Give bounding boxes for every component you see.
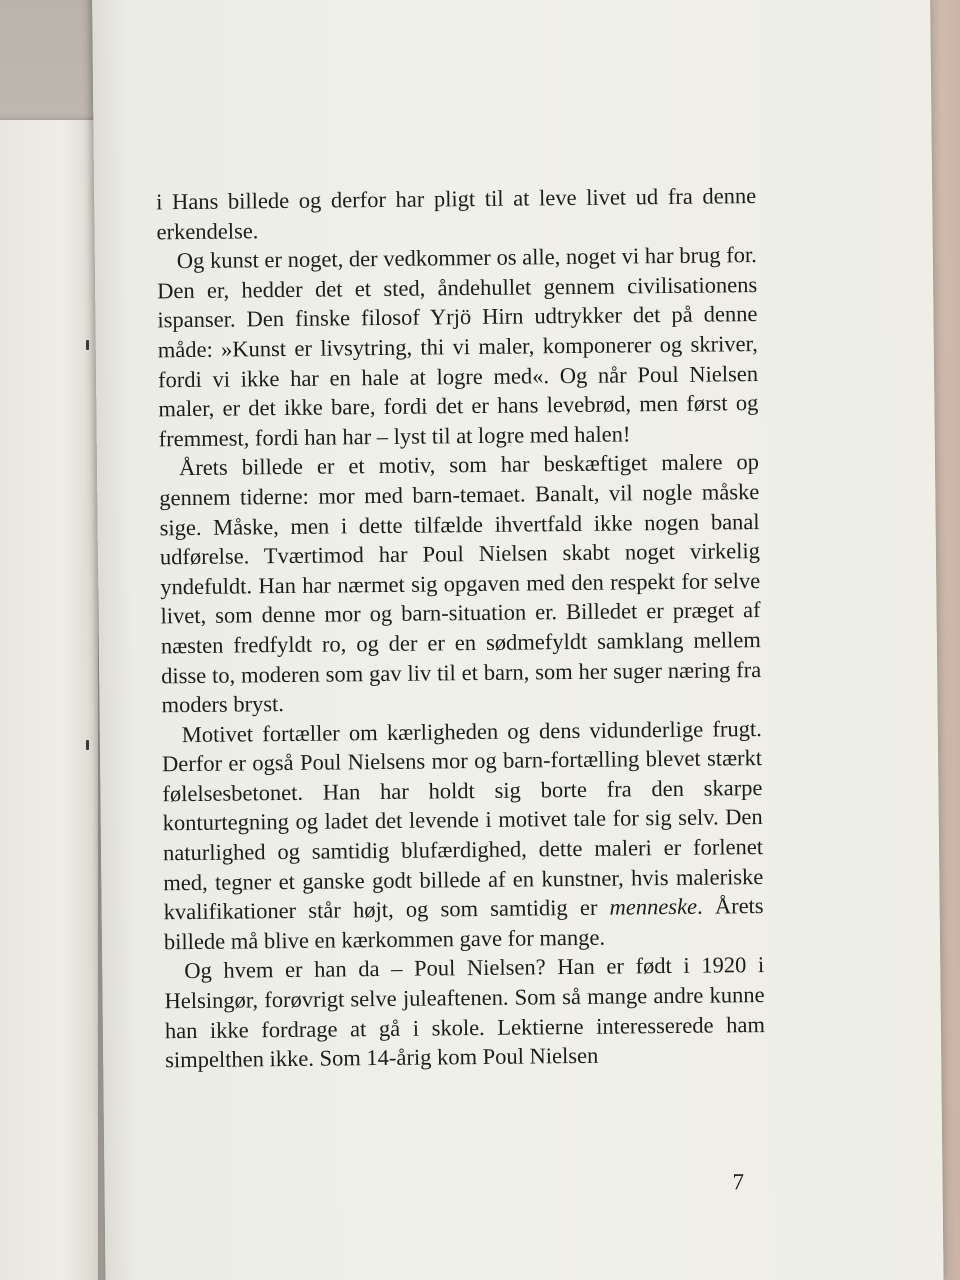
paragraph-3: Årets billede er et motiv, som har beskæftiget malere op gennem tiderne: mor med barn-temaet. Banalt, vil nogle måske sige. Måske, men i dette tilfælde ihvertfald ikke nogen banal udførelse. Tværtimod har Poul Nielsen skabt noget virkelig yndefuldt. Han har nærmet sig opgaven med den respekt for selve livet, som denne mor og barn-situation er. Billedet er præget af næsten fredfyldt ro, og der er en sødmefyldt samklang mellem disse to, moderen som gav liv til et barn, som her suger næring fra moders bryst. bbox=[159, 449, 762, 718]
body-text bbox=[156, 181, 765, 1075]
binding-staple bbox=[86, 740, 89, 750]
page-number: 7 bbox=[732, 1169, 745, 1195]
binding-staple bbox=[86, 340, 89, 350]
book-page bbox=[92, 0, 944, 1280]
paragraph-4: Motivet fortæller om kærligheden og dens vidunderlige frugt. Derfor er også Poul Nielsens mor og barn-fortælling blevet stærkt følelsesbetonet. Han har holdt sig borte fra den skarpe konturtegning og ladet det levende i motivet tale for sig selv. Den naturlighed og samtidig blufærdighed, dette maleri er forlenet med, tegner et ganske godt billede af en kunstner, hvis maleriske kvalifikationer står højt, og som samtidig er menneske. Årets billede må blive en kærkommen gave for mange. bbox=[161, 715, 764, 955]
paragraph-5: Og hvem er han da – Poul Nielsen? Han er født i 1920 i Helsingør, forøvrigt selve juleaftenen. Som så mange andre kunne han ikke fordrage at gå i skole. Lektierne interesserede ham simpelthen ikke. Som 14-årig kom Poul Nielsen bbox=[164, 952, 765, 1073]
paragraph-1: i Hans billede og derfor har pligt til at leve livet ud fra denne erkendelse. bbox=[156, 183, 757, 244]
left-page-edge bbox=[0, 120, 98, 1280]
paragraph-2: Og kunst er noget, der vedkommer os alle, noget vi har brug for. Den er, hedder det et sted, åndehullet gennem civilisationens ispanser. Den finske filosof Yrjö Hirn udtrykker det på denne måde: »Kunst er livsytring, thi vi maler, komponerer og skriver, fordi vi ikke har en hale at logre med«. Og når Poul Nielsen maler, er det ikke bare, fordi det er hans levebrød, men først og fremmest, fordi han har – lyst til at logre med halen! bbox=[157, 242, 759, 452]
emphasis: menneske bbox=[609, 893, 698, 920]
